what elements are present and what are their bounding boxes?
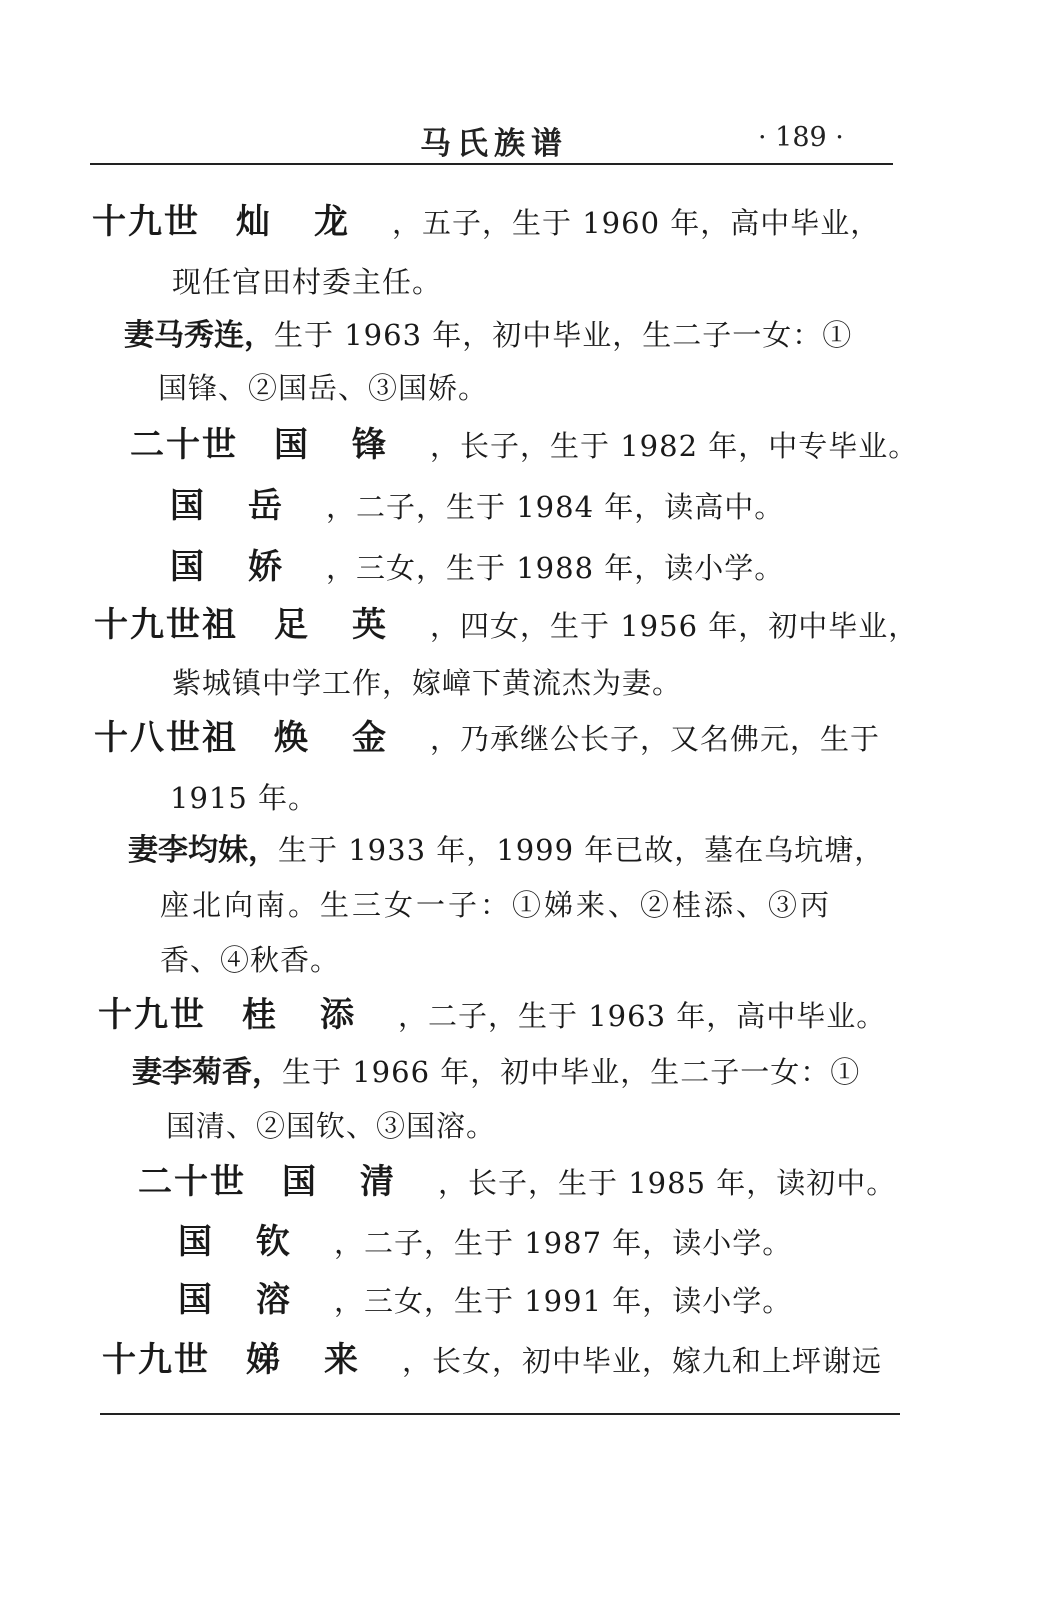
entry-description: ，四女，生于 1956 年，初中毕业， bbox=[430, 609, 919, 643]
generation-label: 十九世 bbox=[102, 1340, 210, 1380]
entry-description: 生于 1963 年，初中毕业，生二子一女：① bbox=[274, 318, 853, 352]
entry-text: 座北向南。生三女一子：①娣来、②桂添、③丙 bbox=[160, 888, 833, 922]
person-name: 国岳 bbox=[170, 486, 326, 526]
entry-line bbox=[98, 995, 886, 1037]
generation-label: 十九世 bbox=[98, 995, 206, 1035]
entry-line bbox=[94, 605, 918, 647]
entry-line bbox=[92, 202, 880, 244]
person-name: 国清 bbox=[282, 1162, 438, 1202]
person-name: 国娇 bbox=[170, 547, 326, 587]
footer-rule bbox=[100, 1413, 900, 1415]
wife-line bbox=[124, 315, 852, 356]
wife-name: 妻李菊香， bbox=[132, 1055, 282, 1090]
entry-description: ，二子，生于 1987 年，读小学。 bbox=[334, 1226, 793, 1260]
entry-continuation bbox=[172, 663, 682, 704]
generation-label: 二十世 bbox=[138, 1162, 246, 1202]
person-name: 桂添 bbox=[242, 995, 398, 1035]
entry-line bbox=[102, 1340, 882, 1382]
entry-line bbox=[138, 1162, 896, 1204]
entry-description: 生于 1933 年，1999 年已故，墓在乌坑塘， bbox=[278, 833, 885, 867]
person-name: 国溶 bbox=[178, 1280, 334, 1320]
entry-text: 1915 年。 bbox=[170, 781, 319, 815]
entry-text: 国锋、②国岳、③国娇。 bbox=[158, 371, 489, 405]
entry-line bbox=[130, 425, 918, 467]
wife-line bbox=[128, 830, 884, 871]
person-name: 足英 bbox=[274, 605, 430, 645]
entry-description: ，长子，生于 1985 年，读初中。 bbox=[438, 1166, 897, 1200]
header-rule bbox=[90, 163, 893, 165]
entry-description: ，五子，生于 1960 年，高中毕业， bbox=[392, 206, 881, 240]
person-name: 灿龙 bbox=[236, 202, 392, 242]
entry-line bbox=[170, 486, 784, 528]
entry-description: ，二子，生于 1963 年，高中毕业。 bbox=[398, 999, 887, 1033]
generation-label: 十九世 bbox=[92, 202, 200, 242]
entry-text: 国清、②国钦、③国溶。 bbox=[166, 1109, 497, 1143]
book-title: 马氏族谱 bbox=[420, 126, 568, 162]
entry-text: 紫城镇中学工作，嫁嶂下黄流杰为妻。 bbox=[172, 666, 683, 700]
generation-label: 十八世祖 bbox=[94, 718, 238, 758]
entry-text: 香、④秋香。 bbox=[160, 943, 341, 977]
entry-line bbox=[94, 718, 880, 760]
entry-description: ，长子，生于 1982 年，中专毕业。 bbox=[430, 429, 919, 463]
entry-continuation bbox=[172, 262, 442, 303]
entry-continuation bbox=[160, 940, 340, 981]
entry-description: ，三女，生于 1988 年，读小学。 bbox=[326, 551, 785, 585]
entry-description: ，三女，生于 1991 年，读小学。 bbox=[334, 1284, 793, 1318]
entry-line bbox=[170, 547, 784, 589]
entry-description: ，二子，生于 1984 年，读高中。 bbox=[326, 490, 785, 524]
entry-description: ，乃承继公长子，又名佛元，生于 bbox=[430, 722, 881, 756]
entry-text: 现任官田村委主任。 bbox=[172, 265, 443, 299]
entry-line bbox=[178, 1222, 792, 1264]
entry-description: 生于 1966 年，初中毕业，生二子一女：① bbox=[282, 1055, 861, 1089]
person-name: 国锋 bbox=[274, 425, 430, 465]
entry-continuation bbox=[160, 885, 832, 926]
person-name: 娣来 bbox=[246, 1340, 402, 1380]
person-name: 国钦 bbox=[178, 1222, 334, 1262]
entry-line bbox=[178, 1280, 792, 1322]
wife-name: 妻马秀连， bbox=[124, 318, 274, 353]
entry-continuation bbox=[170, 778, 318, 819]
wife-name: 妻李均妹， bbox=[128, 833, 278, 868]
wife-line bbox=[132, 1052, 860, 1093]
entry-description: ，长女，初中毕业，嫁九和上坪谢远 bbox=[402, 1344, 883, 1378]
entry-continuation bbox=[158, 368, 488, 409]
entry-continuation bbox=[166, 1106, 496, 1147]
person-name: 焕金 bbox=[274, 718, 430, 758]
generation-label: 二十世 bbox=[130, 425, 238, 465]
generation-label: 十九世祖 bbox=[94, 605, 238, 645]
page-number: · 189 · bbox=[758, 122, 844, 153]
